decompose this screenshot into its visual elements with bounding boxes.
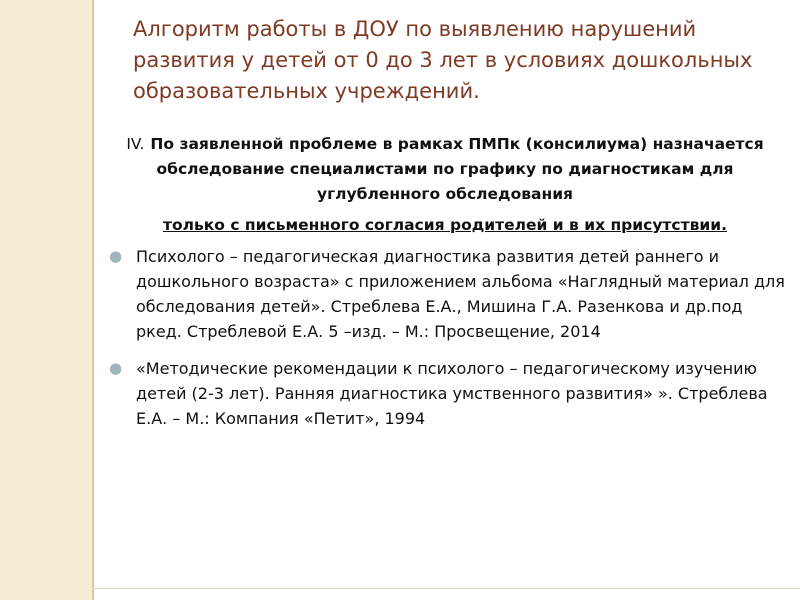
sidebar-divider — [92, 0, 94, 600]
circle-bullet-icon: ● — [109, 359, 123, 377]
intro-text: По заявленной проблеме в рамках ПМПк (консилиума) назначается обследование специалистами по графику по диагностикам для углубленного обследования — [150, 135, 764, 203]
list-item — [100, 356, 790, 431]
intro-paragraph — [100, 132, 790, 207]
circle-bullet-icon: ● — [109, 247, 123, 265]
reference-text: «Методические рекомендации к психолого – педагогическому изучению детей (2-3 лет). Ранняя диагностика умственного развития» ». Стреблева Е.А. – М.: Компания «Петит», 1994 — [136, 359, 768, 428]
section-number: IV. — [126, 135, 145, 153]
bottom-divider — [92, 588, 800, 589]
decorative-sidebar — [0, 0, 92, 600]
list-item — [100, 244, 790, 344]
slide-title: Алгоритм работы в ДОУ по выявлению нарушений развития у детей от 0 до 3 лет в условиях дошкольных образовательных учреждений. — [133, 17, 753, 103]
reference-text: Психолого – педагогическая диагностика развития детей раннего и дошкольного возраста» с приложением альбома «Наглядный материал для обследования детей». Стреблева Е.А., Мишина Г.А. Разенкова и др.под ркед. Стреблевой Е.А. 5 –изд. – М.: Просвещение, 2014 — [136, 247, 785, 341]
reference-list — [100, 244, 790, 431]
consent-note: только с письменного согласия родителей и в их присутствии. — [162, 216, 728, 234]
slide-content — [100, 132, 790, 443]
